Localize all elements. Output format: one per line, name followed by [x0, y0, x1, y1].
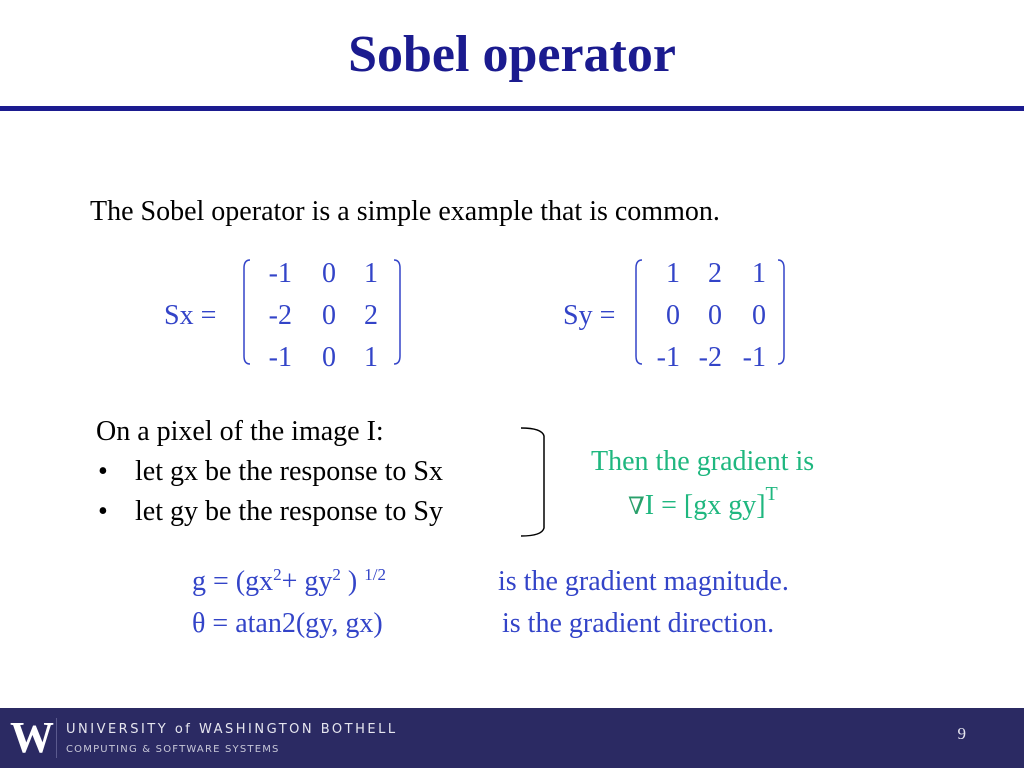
department-name: COMPUTING & SOFTWARE SYSTEMS	[66, 744, 280, 755]
matrix-cell: -2	[698, 342, 722, 373]
sy-matrix	[644, 258, 784, 373]
gradient-heading: Then the gradient is	[591, 446, 815, 477]
pixel-intro: On a pixel of the image I:	[96, 416, 384, 447]
gradient-expression: I = [gx gy]	[644, 490, 766, 521]
magnitude-description: is the gradient magnitude.	[498, 566, 789, 597]
matrix-cell: 1	[666, 258, 680, 289]
square-superscript: 2	[332, 565, 341, 584]
matrix-cell: 1	[752, 258, 766, 289]
sy-left-bracket	[630, 258, 644, 366]
sx-matrix	[252, 258, 392, 373]
sy-right-bracket	[776, 258, 790, 366]
uw-logo-icon: W	[10, 713, 54, 762]
footer-bar	[0, 708, 1024, 768]
bullet-icon: •	[98, 496, 108, 527]
footer-separator	[56, 718, 57, 758]
sx-right-bracket	[392, 258, 406, 366]
direction-formula: θ = atan2(gy, gx)	[192, 608, 383, 639]
matrix-cell: -1	[656, 342, 680, 373]
nabla-icon: ∇	[628, 494, 645, 520]
bullet-text: let gy be the response to Sy	[135, 496, 443, 527]
sy-label: Sy =	[563, 300, 616, 331]
square-superscript: 2	[273, 565, 282, 584]
matrix-cell: 1	[364, 342, 378, 373]
intro-text: The Sobel operator is a simple example that is common.	[90, 196, 720, 227]
matrix-cell: -2	[268, 300, 292, 331]
gradient-definition	[628, 483, 778, 522]
sx-left-bracket	[238, 258, 252, 366]
bullets-right-brace	[518, 424, 552, 540]
list-item	[96, 452, 443, 492]
pixel-description	[96, 412, 443, 532]
page-number: 9	[957, 724, 966, 743]
g-prefix: g = (gx	[192, 566, 274, 597]
direction-description: is the gradient direction.	[502, 608, 775, 639]
matrix-cell: -1	[742, 342, 766, 373]
matrix-cell: 0	[708, 300, 722, 331]
title-divider	[0, 106, 1024, 111]
magnitude-formula	[192, 566, 386, 598]
matrix-cell: 0	[666, 300, 680, 331]
matrix-cell: -1	[268, 258, 292, 289]
sx-label: Sx =	[164, 300, 217, 331]
list-item	[96, 492, 443, 532]
bullet-text: let gx be the response to Sx	[135, 456, 443, 487]
matrix-cell: 2	[708, 258, 722, 289]
matrix-cell: 0	[322, 342, 336, 373]
matrix-cell: 0	[322, 300, 336, 331]
bullet-icon: •	[98, 456, 108, 487]
plus-gy: + gy	[281, 566, 333, 597]
university-name: UNIVERSITY of WASHINGTON BOTHELL	[66, 722, 398, 737]
half-exponent: 1/2	[364, 565, 386, 584]
matrix-cell: 0	[322, 258, 336, 289]
close-paren: )	[347, 566, 358, 597]
matrix-cell: -1	[268, 342, 292, 373]
slide-title: Sobel operator	[348, 26, 676, 83]
matrix-cell: 2	[364, 300, 378, 331]
matrix-cell: 0	[752, 300, 766, 331]
matrix-cell: 1	[364, 258, 378, 289]
transpose-superscript: T	[765, 483, 778, 505]
